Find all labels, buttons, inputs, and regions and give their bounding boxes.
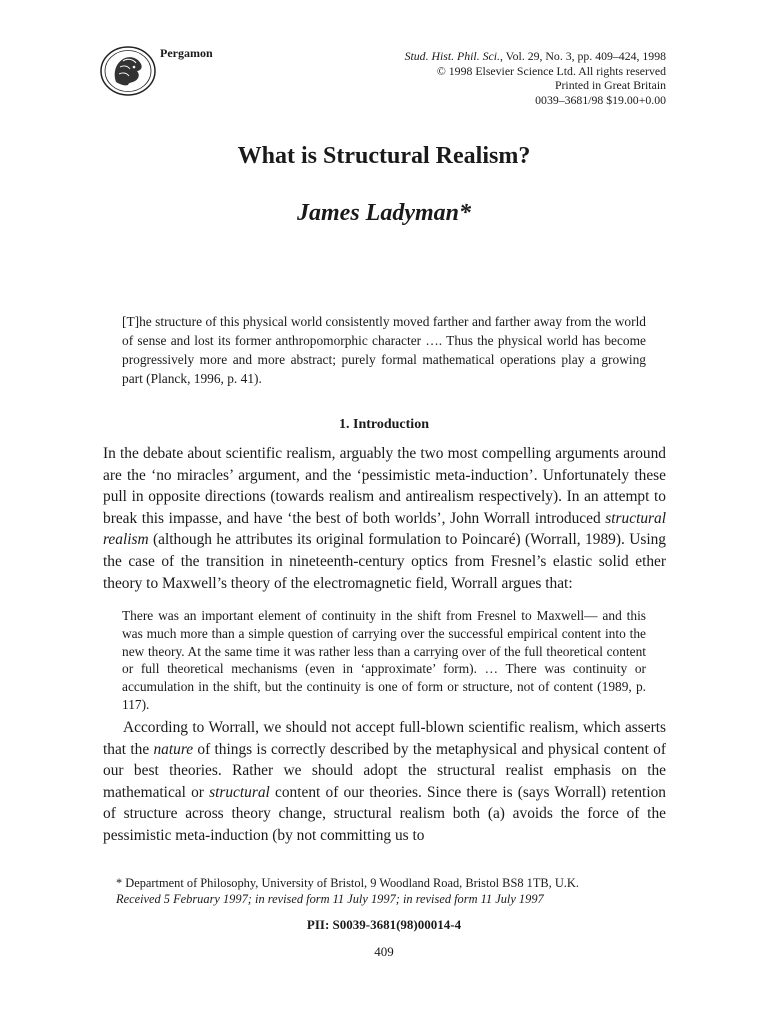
italic-run: structural	[209, 783, 270, 801]
copyright-line: © 1998 Elsevier Science Ltd. All rights reserved	[436, 63, 666, 78]
epigraph: [T]he structure of this physical world consistently moved farther and farther away from the world of sense and lost its former anthropomorphic character …. Thus the physical world has become progressively more and more abstract; purely formal mathematical operations play a growing part (Planck, 1996, p. 41).	[122, 314, 646, 386]
journal-name: Stud. Hist. Phil. Sci.	[404, 49, 500, 63]
text-run: of things is correctly described by the metaphysical and physical content of our best theories. Rather we should adopt the structural realist emphasis on the mathematical or	[103, 740, 666, 801]
pergamon-logo-icon	[99, 44, 157, 96]
paper-title: What is Structural Realism?	[237, 143, 531, 169]
pii-identifier: PII: S0039-3681(98)00014-4	[306, 917, 462, 932]
paper-author: James Ladyman*	[297, 200, 471, 226]
text-run: According to Worrall, we should not accept full-blown scientific realism, which asserts that the	[103, 719, 666, 758]
journal-volume-info: , Vol. 29, No. 3, pp. 409–424, 1998	[499, 49, 666, 63]
section-heading: 1. Introduction	[339, 417, 429, 432]
footnote-received-dates: Received 5 February 1997; in revised form 11 July 1997; in revised form 11 July 1997	[116, 891, 544, 906]
body-paragraph-1	[103, 443, 666, 594]
footnote-affiliation: * Department of Philosophy, University of Bristol, 9 Woodland Road, Bristol BS8 1TB, U.K.	[116, 876, 579, 890]
publisher-name: Pergamon	[160, 46, 213, 60]
author-footnote	[116, 876, 676, 907]
italic-run: structural realism	[103, 509, 666, 549]
printed-line: Printed in Great Britain	[554, 78, 666, 92]
issn-line: 0039–3681/98 $19.00+0.00	[535, 92, 666, 107]
body-paragraph-2	[103, 717, 666, 847]
page-number: 409	[374, 944, 394, 959]
text-run: (although he attributes its original formulation to Poincaré) (Worrall, 1989). Using the case of the transition in nineteenth-century optics from Fresnel’s elastic solid ether theory to Maxwell’s theory of the electromagnetic field, Worrall argues that:	[103, 531, 666, 592]
text-run: In the debate about scientific realism, arguably the two most compelling arguments around are the ‘no miracles’ argument, and the ‘pessimistic meta-induction’. Unfortunately these pull in opposite directions (towards realism and antirealism respectively). In an attempt to break this impasse, and have ‘the best of both worlds’, John Worrall introduced	[103, 445, 666, 527]
journal-citation-line-1	[405, 49, 666, 64]
block-quote: There was an important element of continuity in the shift from Fresnel to Maxwell— and this was much more than a simple question of carrying over the successful empirical content into the new theory. At the same time it was rather less than a carrying over of the full theoretical content or full theoretical mechanisms (even in ‘approximate’ form). … There was continuity or accumulation in the shift, but the continuity is one of form or structure, not of content (1989, p. 117).	[122, 608, 646, 712]
italic-run: nature	[153, 740, 194, 758]
journal-citation	[405, 49, 666, 107]
text-run: content of our theories. Since there is (says Worrall) retention of structure across theory change, structural realism both (a) avoids the force of the pessimistic meta-induction (by not committing us to	[103, 783, 666, 844]
